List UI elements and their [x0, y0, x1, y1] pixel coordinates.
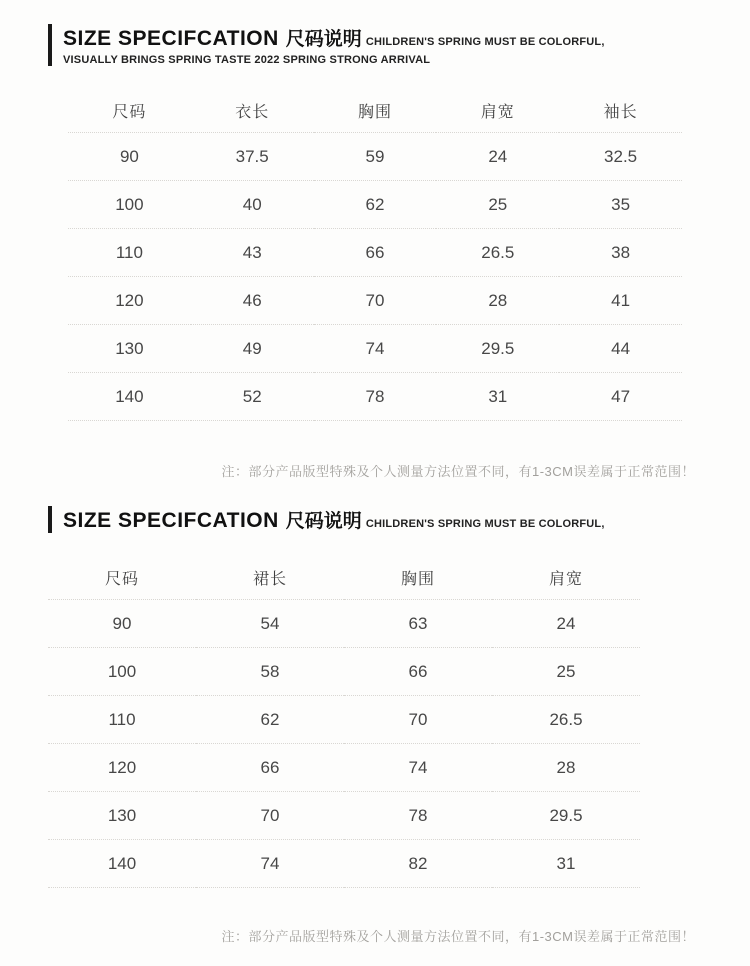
section-tagline: CHILDREN'S SPRING MUST BE COLORFUL, [365, 36, 605, 48]
header-accent-bar [48, 24, 52, 66]
table-cell: 46 [191, 277, 314, 325]
measurement-note: 注：部分产品版型特殊及个人测量方法位置不同，有1-3CM误差属于正常范围！ [221, 929, 695, 944]
table-row [48, 648, 640, 696]
table-cell: 100 [48, 648, 196, 696]
section-title-cn: 尺码说明 [285, 511, 362, 532]
column-header: 袖长 [559, 88, 682, 133]
size-table-skirts [48, 555, 640, 888]
table-cell: 130 [48, 792, 196, 840]
table-cell: 90 [48, 600, 196, 648]
column-header: 尺码 [48, 555, 196, 600]
size-spec-section-bottom [0, 506, 750, 945]
table-cell: 40 [191, 181, 314, 229]
table-cell: 25 [436, 181, 559, 229]
table-cell: 26.5 [436, 229, 559, 277]
table-cell: 29.5 [492, 792, 640, 840]
header-titles [63, 24, 605, 66]
column-header: 裙长 [196, 555, 344, 600]
table-cell: 58 [196, 648, 344, 696]
table-row [48, 600, 640, 648]
table-cell: 29.5 [436, 325, 559, 373]
table-cell: 66 [196, 744, 344, 792]
column-header: 衣长 [191, 88, 314, 133]
table-cell: 74 [314, 325, 437, 373]
table-cell: 70 [196, 792, 344, 840]
table-cell: 37.5 [191, 133, 314, 181]
table-cell: 66 [344, 648, 492, 696]
column-header: 肩宽 [436, 88, 559, 133]
table-cell: 43 [191, 229, 314, 277]
header-accent-bar [48, 506, 52, 533]
header-title-line [63, 506, 605, 533]
table-cell: 120 [68, 277, 191, 325]
table-cell: 26.5 [492, 696, 640, 744]
table-cell: 130 [68, 325, 191, 373]
table-row [68, 373, 682, 421]
table-row [68, 277, 682, 325]
table-row [48, 744, 640, 792]
table-cell: 90 [68, 133, 191, 181]
section-title-cn: 尺码说明 [285, 29, 362, 50]
column-header: 尺码 [68, 88, 191, 133]
section-header [48, 24, 710, 66]
section-tagline: CHILDREN'S SPRING MUST BE COLORFUL, [365, 518, 605, 530]
table-cell: 110 [68, 229, 191, 277]
table-row [48, 696, 640, 744]
table-cell: 78 [314, 373, 437, 421]
table-cell: 140 [48, 840, 196, 888]
table-row [68, 325, 682, 373]
table-cell: 35 [559, 181, 682, 229]
table-row [68, 133, 682, 181]
table-cell: 100 [68, 181, 191, 229]
size-spec-section-top [0, 0, 750, 480]
table-cell: 62 [314, 181, 437, 229]
header-title-line [63, 24, 605, 51]
table-row [68, 229, 682, 277]
table-cell: 59 [314, 133, 437, 181]
table-cell: 49 [191, 325, 314, 373]
table-cell: 82 [344, 840, 492, 888]
table-cell: 31 [436, 373, 559, 421]
table-cell: 70 [314, 277, 437, 325]
section-title-en: SIZE SPECIFCATION [63, 27, 279, 50]
table-cell: 140 [68, 373, 191, 421]
table-cell: 28 [436, 277, 559, 325]
column-header: 肩宽 [492, 555, 640, 600]
table-cell: 41 [559, 277, 682, 325]
table-cell: 32.5 [559, 133, 682, 181]
table-cell: 74 [344, 744, 492, 792]
table-cell: 120 [48, 744, 196, 792]
table-cell: 24 [436, 133, 559, 181]
section-tagline-2: VISUALLY BRINGS SPRING TASTE 2022 SPRING STRONG ARRIVAL [63, 54, 431, 66]
table-cell: 52 [191, 373, 314, 421]
table-cell: 44 [559, 325, 682, 373]
table-cell: 31 [492, 840, 640, 888]
table-cell: 74 [196, 840, 344, 888]
column-header: 胸围 [344, 555, 492, 600]
table-row [48, 792, 640, 840]
table-row [68, 181, 682, 229]
table-cell: 66 [314, 229, 437, 277]
table-cell: 78 [344, 792, 492, 840]
size-table-tops [68, 88, 682, 421]
table-cell: 63 [344, 600, 492, 648]
section-title-en: SIZE SPECIFCATION [63, 509, 279, 532]
table-header-row [48, 555, 640, 600]
measurement-note: 注：部分产品版型特殊及个人测量方法位置不同，有1-3CM误差属于正常范围！ [221, 464, 695, 479]
table-cell: 70 [344, 696, 492, 744]
table-cell: 54 [196, 600, 344, 648]
table-cell: 24 [492, 600, 640, 648]
section-header [48, 506, 710, 533]
table-cell: 47 [559, 373, 682, 421]
table-cell: 25 [492, 648, 640, 696]
table-row [48, 840, 640, 888]
table-header-row [68, 88, 682, 133]
column-header: 胸围 [314, 88, 437, 133]
table-cell: 28 [492, 744, 640, 792]
table-cell: 110 [48, 696, 196, 744]
table-cell: 38 [559, 229, 682, 277]
table-cell: 62 [196, 696, 344, 744]
header-titles [63, 506, 605, 533]
